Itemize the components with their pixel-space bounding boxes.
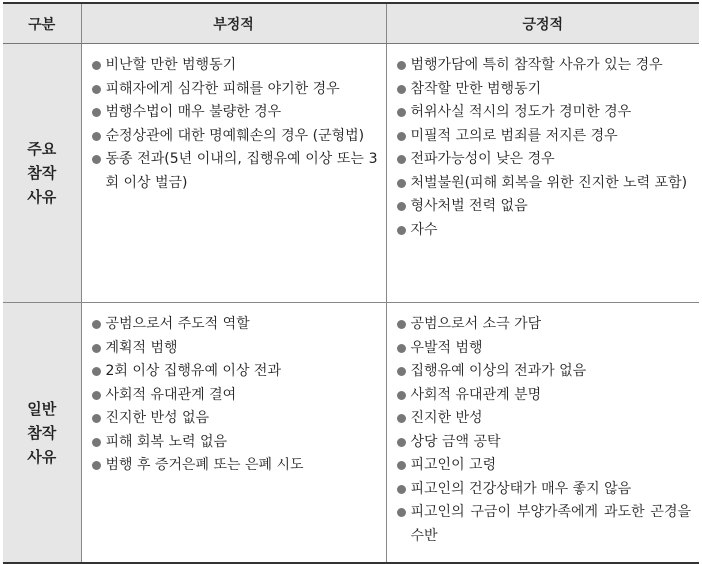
category-cell-general	[3, 303, 81, 564]
list-item: 2회 이상 집행유예 이상 전과	[90, 360, 378, 384]
list-item: 범행가담에 특히 참작할 사유가 있는 경우	[395, 54, 692, 78]
header-positive: 긍정적	[386, 3, 699, 44]
list-item: 순정상관에 대한 명예훼손의 경우 (군형법)	[90, 125, 378, 149]
category-line: 일반	[27, 399, 57, 418]
header-negative: 부정적	[81, 3, 386, 44]
list-item: 처벌불원(피해 회복을 위한 진지한 노력 포함)	[395, 172, 692, 196]
list-item: 자수	[395, 219, 692, 243]
header-row	[3, 3, 699, 44]
list-item: 전파가능성이 낮은 경우	[395, 148, 692, 172]
list-item: 비난할 만한 범행동기	[90, 54, 378, 78]
list-item: 사회적 유대관계 분명	[395, 384, 692, 408]
list-item: 피고인의 구금이 부양가족에게 과도한 곤경을 수반	[395, 501, 692, 548]
negative-cell-main	[81, 44, 386, 303]
positive-list-general	[387, 303, 700, 555]
list-item: 피고인이 고령	[395, 454, 692, 478]
negative-list-general	[82, 303, 386, 485]
category-cell-main	[3, 44, 81, 303]
list-item: 피해 회복 노력 없음	[90, 431, 378, 455]
negative-cell-general	[81, 303, 386, 564]
table-row-main-factors	[3, 44, 699, 303]
list-item: 공범으로서 소극 가담	[395, 313, 692, 337]
sentencing-factors-table	[3, 2, 699, 564]
list-item: 사회적 유대관계 결여	[90, 384, 378, 408]
list-item: 참작할 만한 범행동기	[395, 78, 692, 102]
list-item: 미필적 고의로 범죄를 저지른 경우	[395, 125, 692, 149]
positive-cell-main	[386, 44, 699, 303]
list-item: 범행 후 증거은폐 또는 은폐 시도	[90, 454, 378, 478]
category-line: 주요	[27, 140, 57, 158]
list-item: 우발적 범행	[395, 337, 692, 361]
list-item: 범행수법이 매우 불량한 경우	[90, 101, 378, 125]
negative-list-main	[82, 44, 386, 202]
positive-list-main	[387, 44, 700, 249]
list-item: 집행유예 이상의 전과가 없음	[395, 360, 692, 384]
category-line: 사유	[27, 447, 57, 466]
list-item: 형사처벌 전력 없음	[395, 195, 692, 219]
list-item: 진지한 반성	[395, 407, 692, 431]
list-item: 계획적 범행	[90, 337, 378, 361]
category-line: 사유	[27, 188, 57, 206]
category-line: 참작	[27, 423, 57, 442]
category-line: 참작	[27, 164, 57, 182]
list-item: 진지한 반성 없음	[90, 407, 378, 431]
list-item: 피해자에게 심각한 피해를 야기한 경우	[90, 78, 378, 102]
list-item: 공범으로서 주도적 역할	[90, 313, 378, 337]
sentencing-factors-table-wrapper	[3, 2, 699, 560]
list-item: 상당 금액 공탁	[395, 431, 692, 455]
header-category: 구분	[3, 3, 81, 44]
list-item: 동종 전과(5년 이내의, 집행유예 이상 또는 3회 이상 벌금)	[90, 148, 378, 195]
positive-cell-general	[386, 303, 699, 564]
list-item: 피고인의 건강상태가 매우 좋지 않음	[395, 478, 692, 502]
table-row-general-factors	[3, 303, 699, 564]
list-item: 허위사실 적시의 정도가 경미한 경우	[395, 101, 692, 125]
